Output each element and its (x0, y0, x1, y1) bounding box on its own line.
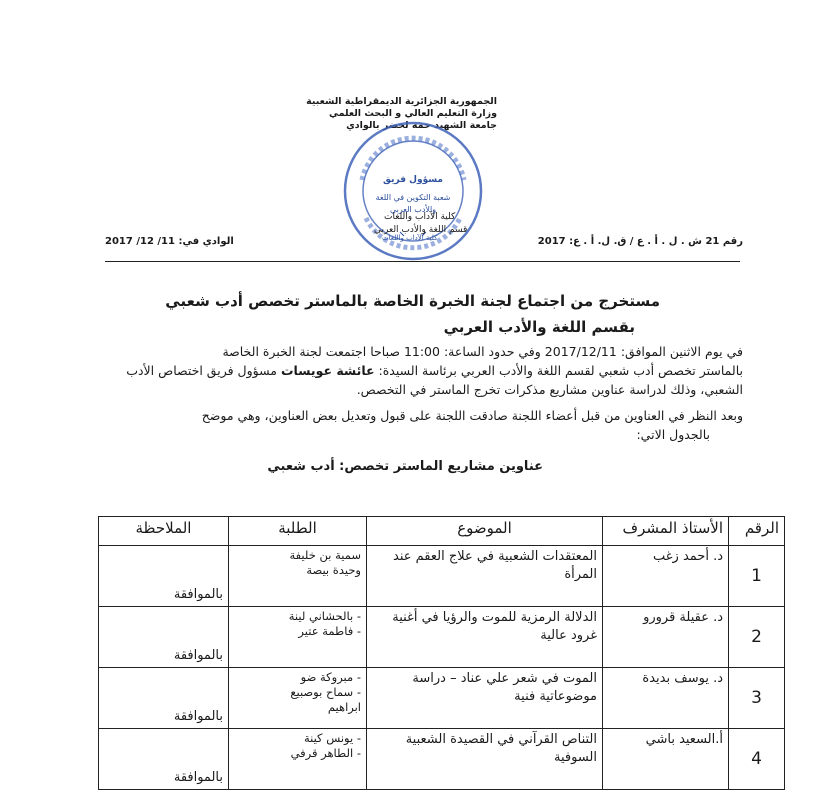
stamp-center-line1: مسؤول فريق (383, 175, 443, 185)
row-note: بالموافقة (99, 546, 229, 607)
stamp-faculty-arc: كلية الآداب واللغات (382, 234, 438, 242)
table-row (99, 729, 785, 790)
student-name: - الطاهر قرفي (290, 746, 361, 760)
paragraph-2-line-2: بالجدول الاتي: (636, 427, 710, 442)
table-row (99, 546, 785, 607)
header-divider (105, 261, 740, 262)
paragraph-1-line-2-end: مسؤول فريق اختصاص الأدب (126, 363, 281, 378)
row-supervisor: د. يوسف بديدة (603, 668, 729, 729)
letterhead-line-university: جامعة الشهيد حمه لخضر بالوادي (346, 120, 497, 131)
stamp-center-line3: والأدب العربي (389, 205, 437, 214)
department-name: قسم اللغة والأدب العربي (374, 225, 468, 235)
student-name: - سماح بوصبيع (290, 685, 361, 699)
row-topic: التناص القرآني في القصيدة الشعبية السوفية (367, 729, 603, 790)
table-header-row (99, 517, 785, 546)
table-row (99, 668, 785, 729)
stamp-center-line2: شعبة التكوين في اللغة (375, 193, 451, 202)
row-students (229, 546, 367, 607)
row-number: 2 (729, 607, 785, 668)
document-date: الوادي في: 11/ 12/ 2017 (105, 236, 234, 247)
student-name: - بالحشاني لينة (288, 609, 361, 623)
header-supervisor: الأستاذ المشرف (603, 517, 729, 546)
student-name: وحيدة بيصة (306, 563, 361, 577)
row-students (229, 668, 367, 729)
row-number: 1 (729, 546, 785, 607)
row-number: 4 (729, 729, 785, 790)
student-name: - مبروكة ضو (300, 670, 361, 684)
header-topic: الموضوع (367, 517, 603, 546)
paragraph-1-line-2-start: بالماستر تخصص أدب شعبي لقسم اللغة والأدب العربي برئاسة السيدة: (374, 363, 743, 378)
header-note: الملاحظة (99, 517, 229, 546)
reference-number: رقم 21 ش . ل . أ . ع / ق. ل. أ . ع: 2017 (537, 236, 743, 247)
committee-chair-name: عائشة عويسات (280, 363, 375, 378)
paragraph-1-line-2 (126, 362, 743, 380)
row-topic: المعتقدات الشعبية في علاج العقم عند المرأة (367, 546, 603, 607)
student-name: - فاطمة عتير (298, 624, 361, 638)
row-supervisor: د. أحمد زغب (603, 546, 729, 607)
table-row (99, 607, 785, 668)
header-number: الرقم (729, 517, 785, 546)
table-caption: عناوين مشاريع الماستر تخصص: أدب شعبي (267, 459, 543, 474)
student-name: سمية بن خليفة (289, 548, 361, 562)
letterhead-line-ministry: وزارة التعليم العالي و البحث العلمي (329, 108, 497, 119)
row-supervisor: أ.السعيد باشي (603, 729, 729, 790)
paragraph-2-line-1: وبعد النظر في العناوين من قبل أعضاء اللجنة صادقت اللجنة على قبول وتعديل بعض العناوين، وهي موضح (201, 408, 743, 423)
row-students (229, 729, 367, 790)
paragraph-1-line-3: الشعبي، وذلك لدراسة عناوين مشاريع مذكرات تخرج الماستر في التخصص. (356, 382, 743, 397)
student-name: ابراهيم (327, 700, 361, 714)
document-title: مستخرج من اجتماع لجنة الخبرة الخاصة بالماستر تخصص أدب شعبي (165, 292, 660, 310)
row-students (229, 607, 367, 668)
faculty-name: كلية الآداب واللغات (384, 212, 456, 222)
row-topic: الدلالة الرمزية للموت والرؤيا في أغنية غرود عالية (367, 607, 603, 668)
paragraph-1-line-1: في يوم الاثنين الموافق: 2017/12/11 وفي حدود الساعة: 11:00 صباحا اجتمعت لجنة الخبرة الخاصة (222, 344, 743, 359)
row-topic: الموت في شعر علي عناد – دراسة موضوعاتية فنية (367, 668, 603, 729)
row-note: بالموافقة (99, 607, 229, 668)
letterhead-line-republic: الجمهورية الجزائرية الديمقراطية الشعبية (306, 96, 497, 107)
header-students: الطلبة (229, 517, 367, 546)
document-subtitle: بقسم اللغة والأدب العربي (443, 318, 635, 336)
official-stamp (342, 120, 484, 262)
row-note: بالموافقة (99, 729, 229, 790)
projects-table (98, 516, 785, 790)
row-supervisor: د. عقيلة قرورو (603, 607, 729, 668)
row-note: بالموافقة (99, 668, 229, 729)
student-name: - يونس كينة (303, 731, 361, 745)
row-number: 3 (729, 668, 785, 729)
